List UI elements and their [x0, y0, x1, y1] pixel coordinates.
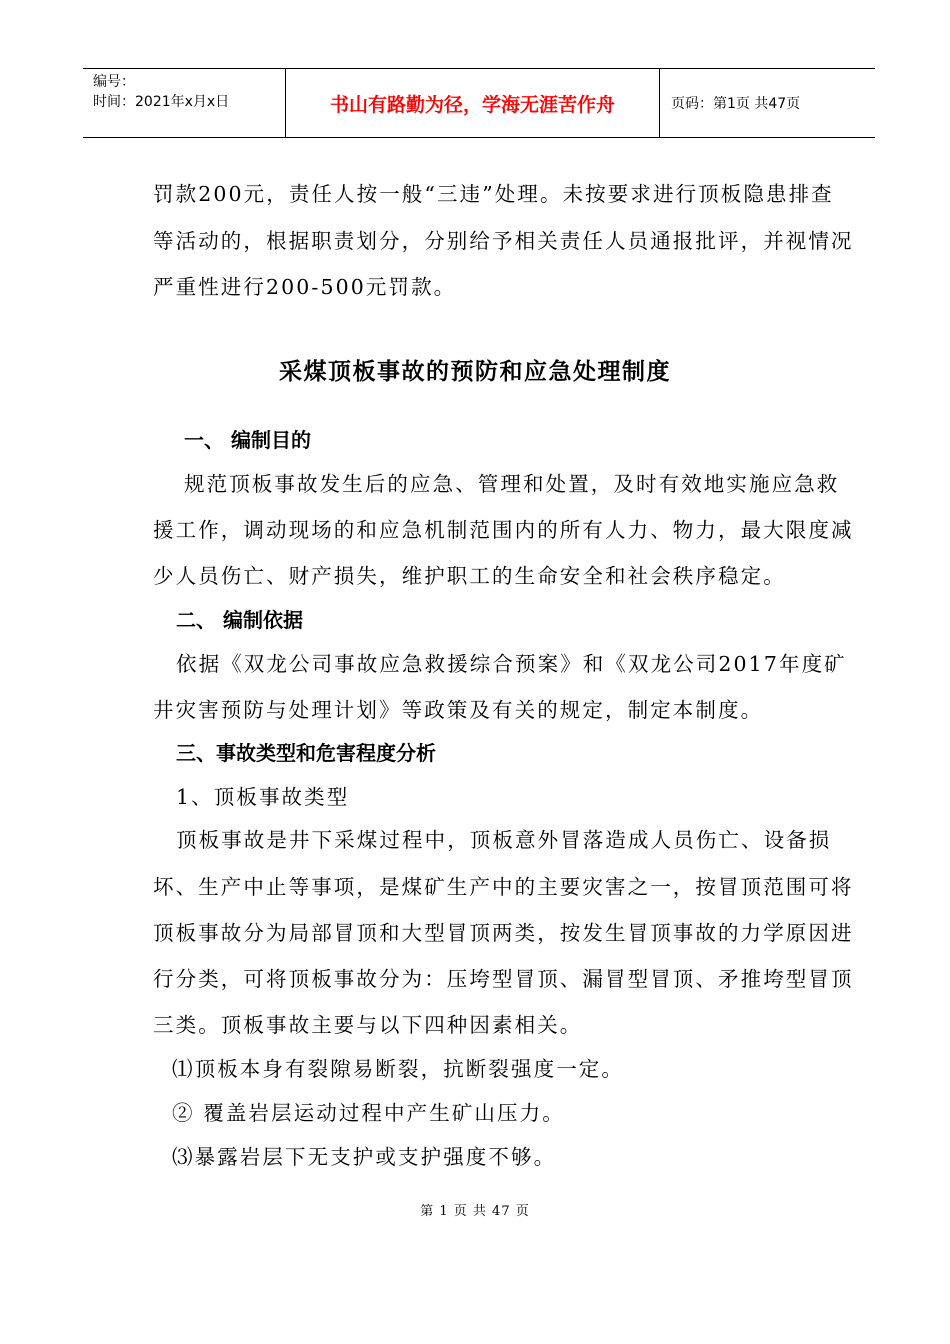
- document-number-label: 编号：: [93, 74, 135, 90]
- paragraph-line: 顶板事故分为局部冒顶和大型冒顶两类，按发生冒顶事故的力学原因进: [153, 921, 854, 945]
- subheading-accident-types: 1、顶板事故类型: [176, 785, 350, 809]
- section-heading-purpose: 一、 编制目的: [184, 428, 311, 452]
- header-meta: [83, 69, 286, 137]
- header-motto-cell: [286, 69, 660, 137]
- header-motto: 书山有路勤为径，学海无涯苦作舟: [329, 93, 615, 116]
- section-heading-analysis: 三、事故类型和危害程度分析: [176, 741, 436, 765]
- paragraph-line: 顶板事故是井下采煤过程中，顶板意外冒落造成人员伤亡、设备损: [176, 828, 832, 852]
- list-item: ⑶暴露岩层下无支护或支护强度不够。: [172, 1145, 557, 1169]
- section-heading-basis: 二、 编制依据: [176, 608, 303, 632]
- page-title: 采煤顶板事故的预防和应急处理制度: [279, 359, 671, 385]
- paragraph-line: 依据《双龙公司事故应急救援综合预案》和《双龙公司2017年度矿: [176, 652, 847, 676]
- intro-line: 严重性进行200-500元罚款。: [153, 275, 457, 299]
- list-item: ⑴顶板本身有裂隙易断裂，抗断裂强度一定。: [172, 1057, 624, 1081]
- intro-line: 等活动的，根据职责划分，分别给予相关责任人员通报批评，并视情况: [153, 229, 854, 253]
- page-footer: 第 1 页 共 47 页: [420, 1204, 530, 1219]
- paragraph-line: 规范顶板事故发生后的应急、管理和处置，及时有效地实施应急救: [184, 472, 840, 496]
- paragraph-line: 少人员伤亡、财产损失，维护职工的生命安全和社会秩序稳定。: [153, 564, 786, 588]
- page-header: [83, 68, 875, 138]
- intro-line: 罚款200元，责任人按一般“三违”处理。未按要求进行顶板隐患排查: [153, 182, 834, 206]
- paragraph-line: 坏、生产中止等事项，是煤矿生产中的主要灾害之一，按冒顶范围可将: [153, 875, 854, 899]
- paragraph-line: 行分类，可将顶板事故分为：压垮型冒顶、漏冒型冒顶、矛推垮型冒顶: [153, 967, 854, 991]
- paragraph-line: 三类。顶板事故主要与以下四种因素相关。: [153, 1013, 583, 1037]
- paragraph-line: 援工作，调动现场的和应急机制范围内的所有人力、物力，最大限度减: [153, 518, 854, 542]
- list-item: ② 覆盖岩层运动过程中产生矿山压力。: [172, 1101, 565, 1125]
- paragraph-line: 井灾害预防与处理计划》等政策及有关的规定，制定本制度。: [153, 698, 764, 722]
- header-page-info: 页码：第1页 共47页: [671, 96, 801, 112]
- document-time-label: 时间：2021年x月x日: [93, 94, 230, 110]
